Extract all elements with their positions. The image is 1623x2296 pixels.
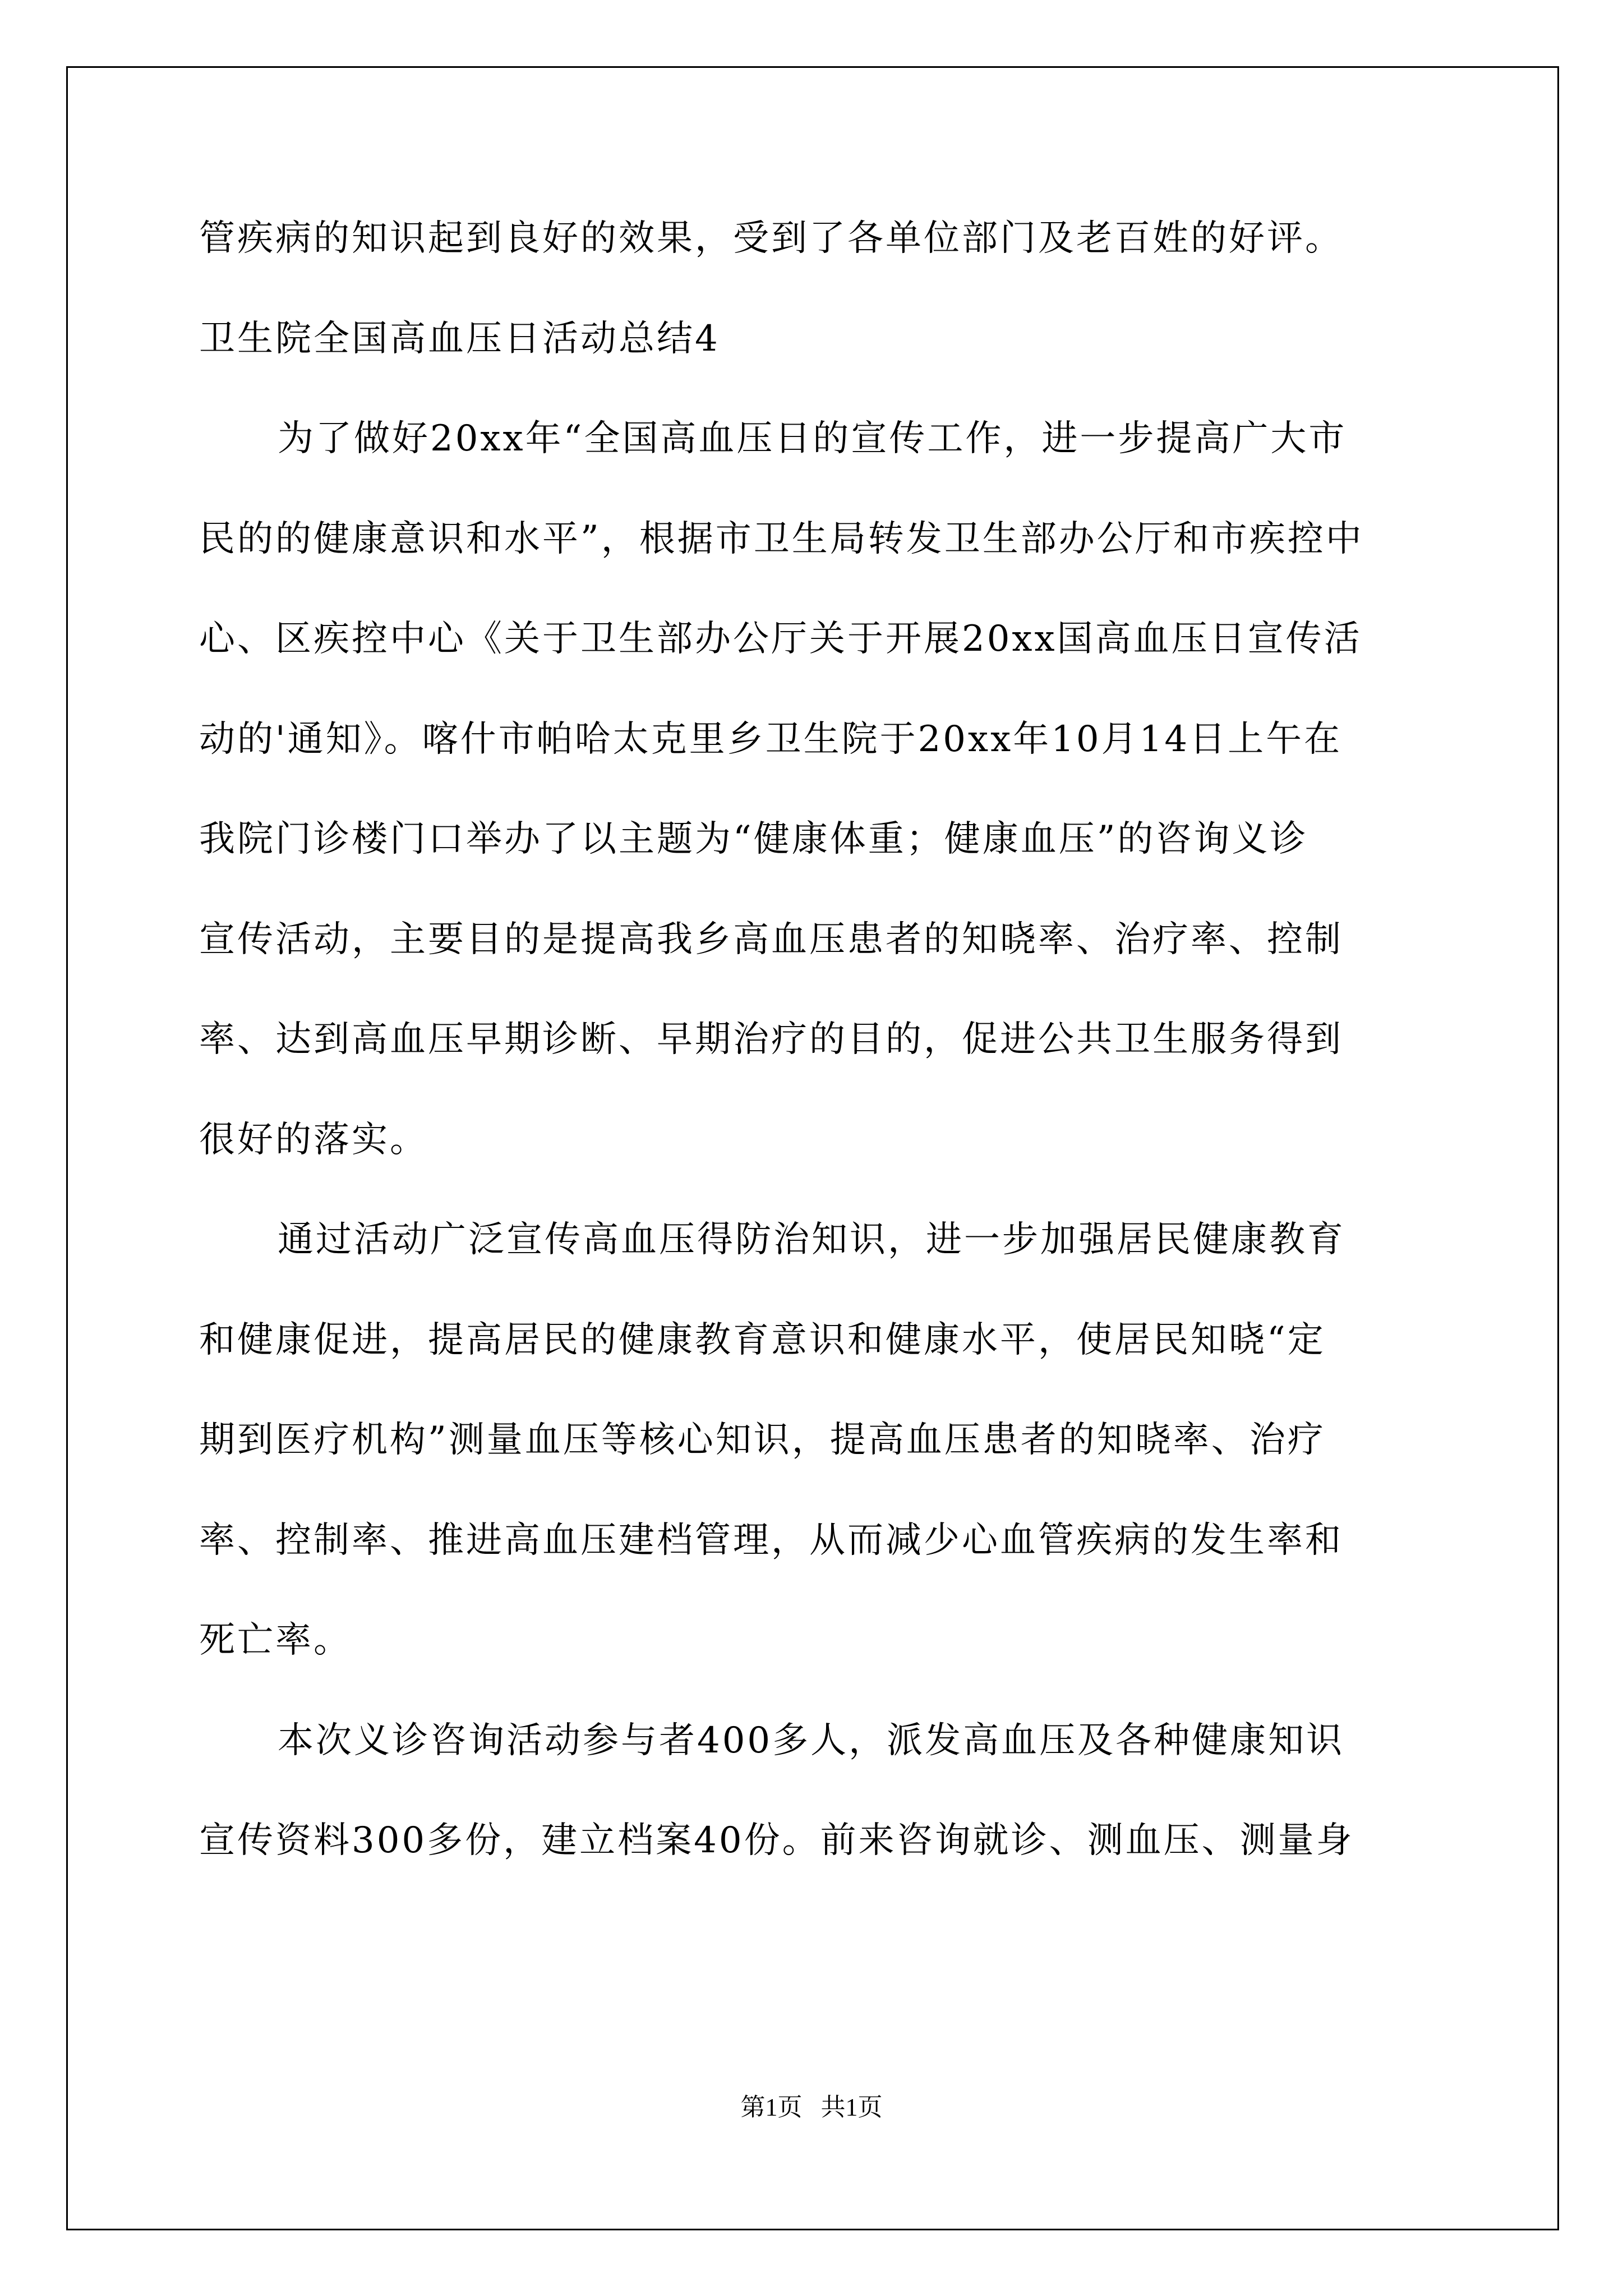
text-line: 管疾病的知识起到良好的效果，受到了各单位部门及老百姓的好评。 (199, 218, 1343, 259)
text-line: 动的'通知》。喀什市帕哈太克里乡卫生院于20xx年10月14日上午在 (199, 719, 1343, 760)
page-number: 第1页 共1页 (740, 2093, 883, 2121)
text-line: 为了做好20xx年“全国高血压日的宣传工作，进一步提高广大市 (278, 418, 1347, 459)
text-line: 本次义诊咨询活动参与者400多人，派发高血压及各种健康知识 (278, 1720, 1345, 1761)
text-line: 率、达到高血压早期诊断、早期治疗的目的，促进公共卫生服务得到 (199, 1019, 1343, 1060)
text-line: 率、控制率、推进高血压建档管理，从而减少心血管疾病的发生率和 (199, 1520, 1343, 1561)
text-line: 宣传活动，主要目的是提高我乡高血压患者的知晓率、治疗率、控制 (199, 919, 1343, 960)
text-line: 很好的落实。 (199, 1119, 428, 1161)
text-line: 心、区疾控中心《关于卫生部办公厅关于开展20xx国高血压日宣传活 (199, 618, 1362, 660)
text-line: 和健康促进，提高居民的健康教育意识和健康水平，使居民知晓“定 (199, 1319, 1326, 1361)
text-line: 民的的健康意识和水平”，根据市卫生局转发卫生部办公厅和市疾控中 (199, 518, 1364, 560)
text-line: 我院门诊楼门口举办了以主题为“健康体重；健康血压”的咨询义诊 (199, 818, 1308, 860)
text-line: 通过活动广泛宣传高血压得防治知识，进一步加强居民健康教育 (278, 1219, 1345, 1260)
text-line: 宣传资料300多份，建立档案40份。前来咨询就诊、测血压、测量身 (199, 1820, 1354, 1861)
text-line: 死亡率。 (199, 1619, 352, 1661)
text-line: 期到医疗机构”测量血压等核心知识，提高血压患者的知晓率、治疗 (199, 1419, 1326, 1461)
section-heading: 卫生院全国高血压日活动总结4 (199, 318, 720, 360)
